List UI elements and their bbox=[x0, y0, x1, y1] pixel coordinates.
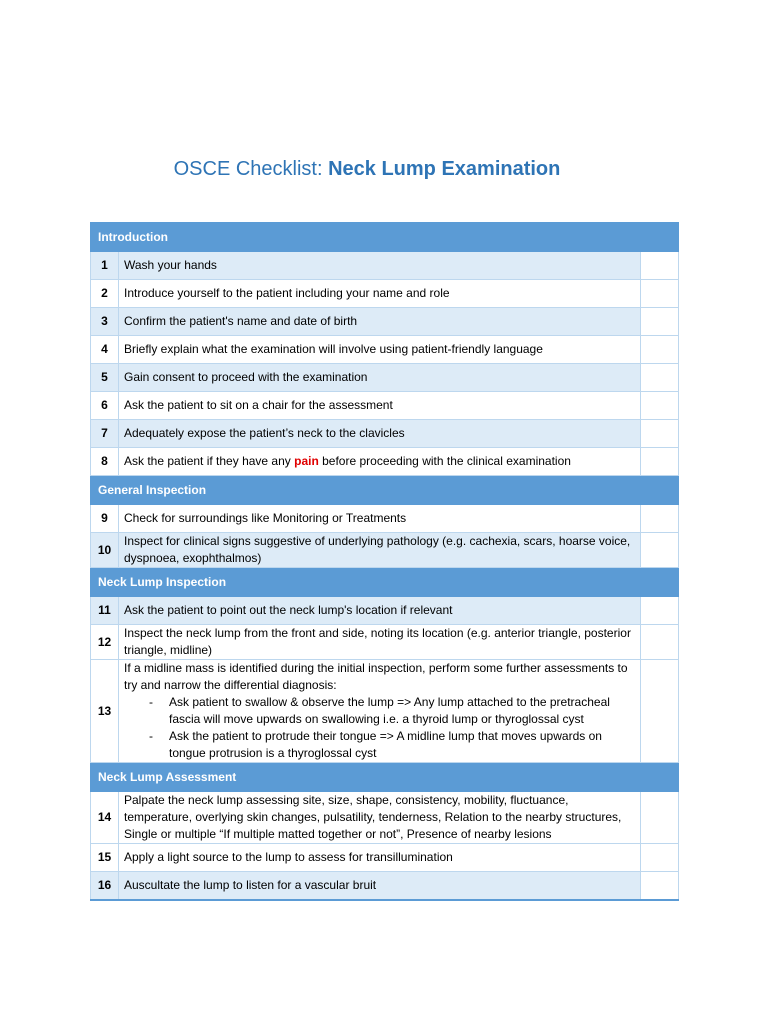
section-title: General Inspection bbox=[91, 476, 679, 505]
table-row bbox=[91, 660, 679, 763]
item-text: Wash your hands bbox=[119, 252, 641, 280]
checkbox-cell[interactable] bbox=[641, 392, 679, 420]
table-row bbox=[91, 792, 679, 844]
table-row bbox=[91, 280, 679, 308]
item-text: Confirm the patient's name and date of birth bbox=[119, 308, 641, 336]
table-row bbox=[91, 420, 679, 448]
table-row bbox=[91, 364, 679, 392]
checkbox-cell[interactable] bbox=[641, 660, 679, 763]
item-text-after: before proceeding with the clinical examination bbox=[318, 454, 571, 468]
item-text: Ask the patient to sit on a chair for the assessment bbox=[119, 392, 641, 420]
item-text: Palpate the neck lump assessing site, size, shape, consistency, mobility, fluctuance, temperature, overlying skin changes, pulsatility, tenderness, Relation to the nearby structures, Single or multiple “If multiple matted together or not”, Presence of nearby lesions bbox=[119, 792, 641, 844]
checkbox-cell[interactable] bbox=[641, 308, 679, 336]
checklist-table bbox=[90, 222, 679, 901]
item-text: Auscultate the lump to listen for a vascular bruit bbox=[119, 872, 641, 901]
item-number: 5 bbox=[91, 364, 119, 392]
item-number: 1 bbox=[91, 252, 119, 280]
checkbox-cell[interactable] bbox=[641, 505, 679, 533]
table-row bbox=[91, 872, 679, 901]
table-row bbox=[91, 448, 679, 476]
checkbox-cell[interactable] bbox=[641, 364, 679, 392]
checkbox-cell[interactable] bbox=[641, 844, 679, 872]
item-text: Inspect for clinical signs suggestive of underlying pathology (e.g. cachexia, scars, hoarse voice, dyspnoea, exophthalmos) bbox=[119, 533, 641, 568]
item-text: Ask the patient to point out the neck lump's location if relevant bbox=[119, 597, 641, 625]
title-prefix: OSCE Checklist: bbox=[173, 158, 329, 180]
section-header-neck-lump-assessment bbox=[91, 763, 679, 792]
item-number: 4 bbox=[91, 336, 119, 364]
section-title: Neck Lump Inspection bbox=[91, 568, 679, 597]
item-text: Check for surroundings like Monitoring or Treatments bbox=[119, 505, 641, 533]
item-text: Gain consent to proceed with the examination bbox=[119, 364, 641, 392]
item-number: 16 bbox=[91, 872, 119, 901]
item-number: 8 bbox=[91, 448, 119, 476]
item-text: Apply a light source to the lump to assess for transillumination bbox=[119, 844, 641, 872]
section-header-neck-lump-inspection bbox=[91, 568, 679, 597]
checkbox-cell[interactable] bbox=[641, 448, 679, 476]
item-text: Adequately expose the patient’s neck to the clavicles bbox=[119, 420, 641, 448]
checkbox-cell[interactable] bbox=[641, 280, 679, 308]
item-number: 10 bbox=[91, 533, 119, 568]
item-text bbox=[119, 448, 641, 476]
table-row bbox=[91, 505, 679, 533]
item-text: Introduce yourself to the patient including your name and role bbox=[119, 280, 641, 308]
title-bold: Neck Lump Examination bbox=[328, 158, 561, 180]
checkbox-cell[interactable] bbox=[641, 420, 679, 448]
item-number: 13 bbox=[91, 660, 119, 763]
table-row bbox=[91, 336, 679, 364]
table-row bbox=[91, 252, 679, 280]
table-row bbox=[91, 844, 679, 872]
checkbox-cell[interactable] bbox=[641, 533, 679, 568]
checkbox-cell[interactable] bbox=[641, 872, 679, 901]
item-number: 2 bbox=[91, 280, 119, 308]
item-number: 7 bbox=[91, 420, 119, 448]
sub-item: - Ask patient to swallow & observe the lump => Any lump attached to the pretracheal fascia will move upwards on swallowing i.e. a thyroid lump or thyroglossal cyst bbox=[149, 694, 635, 728]
sub-item-list bbox=[124, 694, 635, 762]
item-text-before: Ask the patient if they have any bbox=[124, 454, 295, 468]
item-number: 15 bbox=[91, 844, 119, 872]
item-number: 3 bbox=[91, 308, 119, 336]
item-text: If a midline mass is identified during the initial inspection, perform some further assessments to try and narrow the differential diagnosis: bbox=[124, 661, 628, 692]
page-title bbox=[0, 158, 734, 181]
table-row bbox=[91, 597, 679, 625]
section-title: Introduction bbox=[91, 223, 679, 252]
pain-highlight: pain bbox=[294, 454, 319, 468]
sub-item: - Ask the patient to protrude their tongue => A midline lump that moves upwards on tongue protrusion is a thyroglossal cyst bbox=[149, 728, 635, 762]
item-number: 6 bbox=[91, 392, 119, 420]
checkbox-cell[interactable] bbox=[641, 597, 679, 625]
item-number: 12 bbox=[91, 625, 119, 660]
item-text-block bbox=[119, 660, 641, 763]
checkbox-cell[interactable] bbox=[641, 625, 679, 660]
checkbox-cell[interactable] bbox=[641, 792, 679, 844]
table-row bbox=[91, 533, 679, 568]
item-number: 9 bbox=[91, 505, 119, 533]
checkbox-cell[interactable] bbox=[641, 252, 679, 280]
table-row bbox=[91, 625, 679, 660]
item-number: 14 bbox=[91, 792, 119, 844]
table-row bbox=[91, 392, 679, 420]
section-header-general-inspection bbox=[91, 476, 679, 505]
item-text: Briefly explain what the examination will involve using patient-friendly language bbox=[119, 336, 641, 364]
section-header-introduction bbox=[91, 223, 679, 252]
section-title: Neck Lump Assessment bbox=[91, 763, 679, 792]
item-number: 11 bbox=[91, 597, 119, 625]
table-row bbox=[91, 308, 679, 336]
checkbox-cell[interactable] bbox=[641, 336, 679, 364]
item-text: Inspect the neck lump from the front and side, noting its location (e.g. anterior triangle, posterior triangle, midline) bbox=[119, 625, 641, 660]
